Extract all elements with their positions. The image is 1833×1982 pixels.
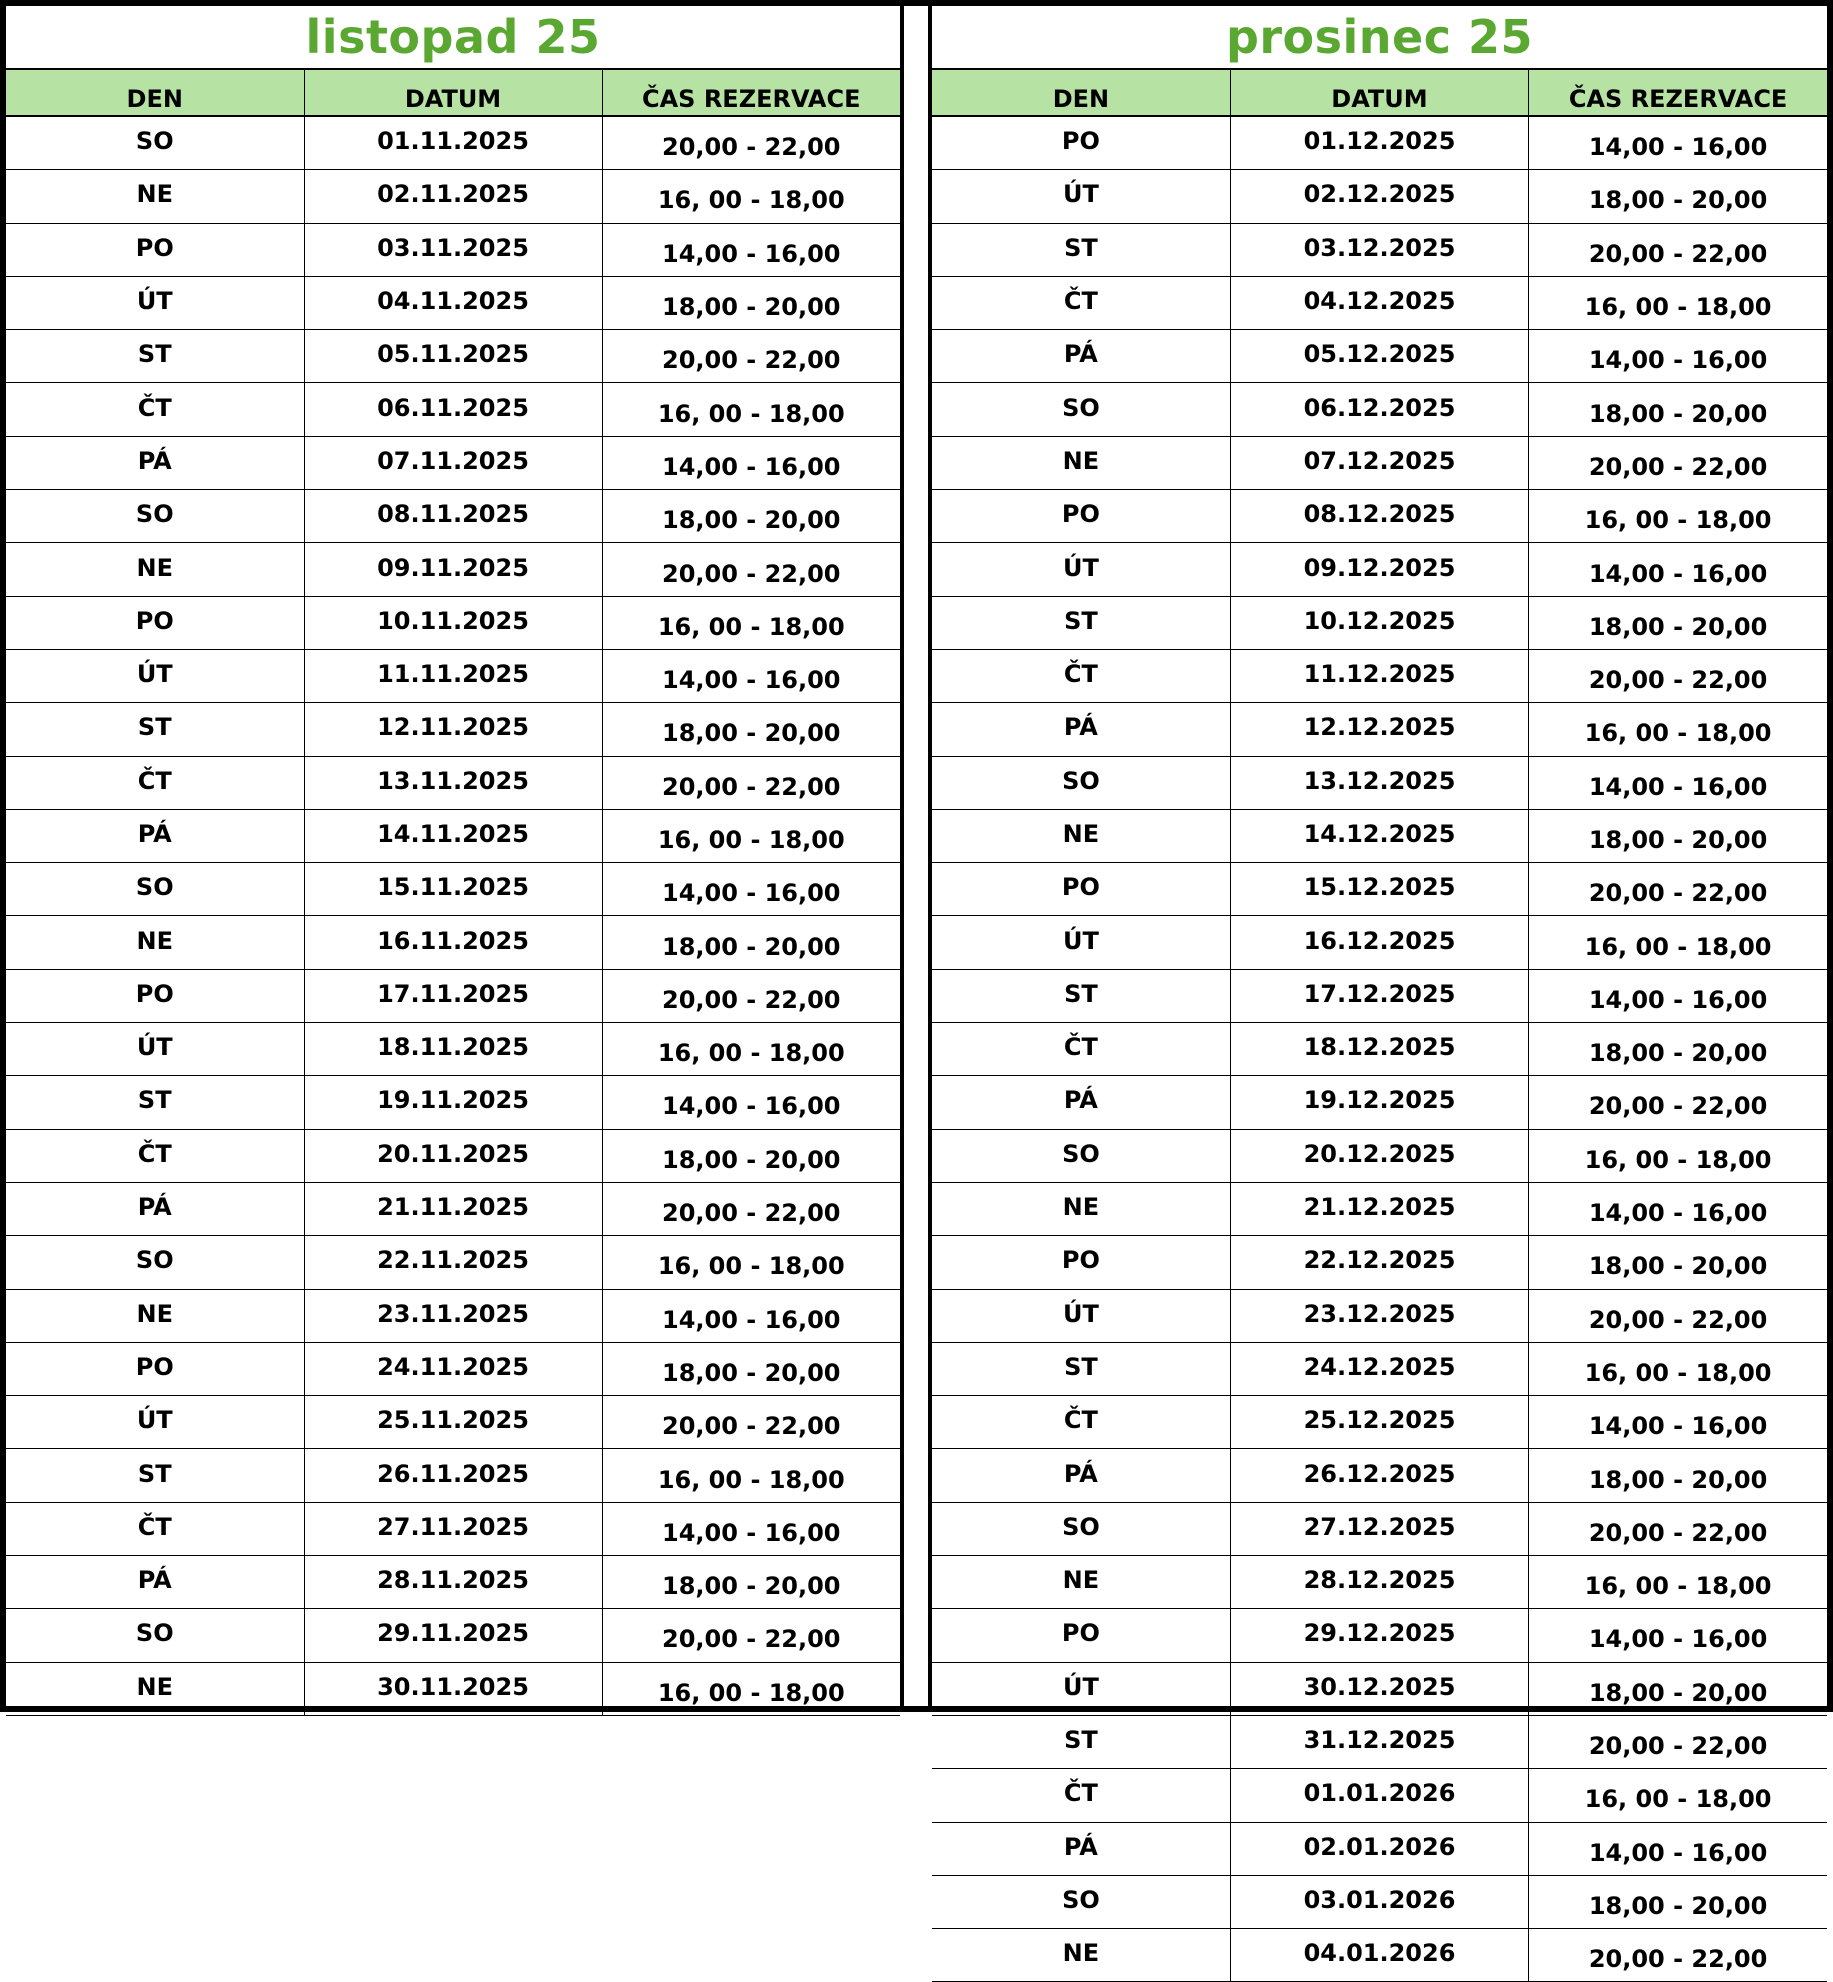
time-cell: 14,00 - 16,00 xyxy=(1529,1396,1827,1449)
day-cell: ST xyxy=(932,223,1230,276)
day-cell: NE xyxy=(932,1556,1230,1609)
month-title: listopad 25 xyxy=(6,6,900,70)
month-panel-november xyxy=(6,6,904,1706)
date-cell: 01.11.2025 xyxy=(304,116,602,170)
time-cell: 16, 00 - 18,00 xyxy=(602,1236,900,1289)
table-row xyxy=(932,383,1827,436)
time-cell: 14,00 - 16,00 xyxy=(1529,756,1827,809)
day-cell: ČT xyxy=(932,1396,1230,1449)
day-cell: ST xyxy=(932,969,1230,1022)
table-row xyxy=(932,1662,1827,1715)
table-row xyxy=(932,1396,1827,1449)
day-cell: PÁ xyxy=(932,1076,1230,1129)
table-row xyxy=(932,223,1827,276)
day-cell: PÁ xyxy=(932,703,1230,756)
time-cell: 18,00 - 20,00 xyxy=(1529,809,1827,862)
date-cell: 03.11.2025 xyxy=(304,223,602,276)
table-row xyxy=(6,1182,900,1235)
table-row xyxy=(932,1609,1827,1662)
column-header-day: DEN xyxy=(6,70,304,116)
date-cell: 01.01.2026 xyxy=(1230,1769,1528,1822)
table-row xyxy=(6,1023,900,1076)
table-body xyxy=(6,116,900,1715)
date-cell: 20.12.2025 xyxy=(1230,1129,1528,1182)
day-cell: ST xyxy=(6,330,304,383)
table-row xyxy=(932,1502,1827,1555)
date-cell: 22.12.2025 xyxy=(1230,1236,1528,1289)
time-cell: 14,00 - 16,00 xyxy=(1529,1609,1827,1662)
time-cell: 18,00 - 20,00 xyxy=(1529,1236,1827,1289)
day-cell: PÁ xyxy=(932,1449,1230,1502)
time-cell: 20,00 - 22,00 xyxy=(602,543,900,596)
date-cell: 16.12.2025 xyxy=(1230,916,1528,969)
column-header-time: ČAS REZERVACE xyxy=(602,70,900,116)
day-cell: PO xyxy=(6,223,304,276)
time-cell: 16, 00 - 18,00 xyxy=(1529,1342,1827,1395)
day-cell: PO xyxy=(932,1236,1230,1289)
table-row xyxy=(6,809,900,862)
table-row xyxy=(6,1236,900,1289)
date-cell: 23.11.2025 xyxy=(304,1289,602,1342)
date-cell: 03.01.2026 xyxy=(1230,1875,1528,1928)
table-row xyxy=(932,116,1827,170)
time-cell: 16, 00 - 18,00 xyxy=(602,1449,900,1502)
day-cell: ČT xyxy=(6,756,304,809)
time-cell: 18,00 - 20,00 xyxy=(602,703,900,756)
table-row xyxy=(6,383,900,436)
time-cell: 18,00 - 20,00 xyxy=(1529,1875,1827,1928)
month-panel-december xyxy=(928,6,1827,1974)
day-cell: SO xyxy=(932,1502,1230,1555)
date-cell: 15.12.2025 xyxy=(1230,863,1528,916)
date-cell: 28.11.2025 xyxy=(304,1556,602,1609)
time-cell: 18,00 - 20,00 xyxy=(602,916,900,969)
time-cell: 20,00 - 22,00 xyxy=(1529,1076,1827,1129)
column-header-date: DATUM xyxy=(304,70,602,116)
day-cell: SO xyxy=(932,756,1230,809)
day-cell: PÁ xyxy=(932,330,1230,383)
month-title: prosinec 25 xyxy=(932,6,1827,70)
table-row xyxy=(6,756,900,809)
date-cell: 11.11.2025 xyxy=(304,649,602,702)
time-cell: 18,00 - 20,00 xyxy=(1529,1662,1827,1715)
time-cell: 16, 00 - 18,00 xyxy=(602,596,900,649)
day-cell: PO xyxy=(932,863,1230,916)
day-cell: ÚT xyxy=(932,170,1230,223)
date-cell: 02.11.2025 xyxy=(304,170,602,223)
table-row xyxy=(6,1129,900,1182)
day-cell: ČT xyxy=(6,383,304,436)
date-cell: 14.12.2025 xyxy=(1230,809,1528,862)
table-body xyxy=(932,116,1827,1982)
time-cell: 14,00 - 16,00 xyxy=(602,436,900,489)
date-cell: 22.11.2025 xyxy=(304,1236,602,1289)
column-header-time: ČAS REZERVACE xyxy=(1529,70,1827,116)
day-cell: NE xyxy=(932,436,1230,489)
date-cell: 10.11.2025 xyxy=(304,596,602,649)
table-row xyxy=(932,703,1827,756)
time-cell: 14,00 - 16,00 xyxy=(602,649,900,702)
time-cell: 14,00 - 16,00 xyxy=(602,1289,900,1342)
date-cell: 17.11.2025 xyxy=(304,969,602,1022)
date-cell: 26.12.2025 xyxy=(1230,1449,1528,1502)
date-cell: 12.12.2025 xyxy=(1230,703,1528,756)
time-cell: 20,00 - 22,00 xyxy=(1529,436,1827,489)
day-cell: NE xyxy=(6,170,304,223)
date-cell: 26.11.2025 xyxy=(304,1449,602,1502)
time-cell: 16, 00 - 18,00 xyxy=(602,1023,900,1076)
day-cell: ST xyxy=(932,1715,1230,1768)
time-cell: 14,00 - 16,00 xyxy=(1529,330,1827,383)
time-cell: 16, 00 - 18,00 xyxy=(1529,916,1827,969)
day-cell: ST xyxy=(6,703,304,756)
date-cell: 14.11.2025 xyxy=(304,809,602,862)
date-cell: 11.12.2025 xyxy=(1230,649,1528,702)
table-row xyxy=(932,1023,1827,1076)
date-cell: 30.12.2025 xyxy=(1230,1662,1528,1715)
day-cell: ČT xyxy=(932,649,1230,702)
time-cell: 16, 00 - 18,00 xyxy=(602,383,900,436)
day-cell: SO xyxy=(6,1609,304,1662)
time-cell: 14,00 - 16,00 xyxy=(602,1502,900,1555)
time-cell: 18,00 - 20,00 xyxy=(1529,1449,1827,1502)
date-cell: 24.11.2025 xyxy=(304,1342,602,1395)
time-cell: 14,00 - 16,00 xyxy=(1529,116,1827,170)
time-cell: 14,00 - 16,00 xyxy=(1529,1822,1827,1875)
date-cell: 13.12.2025 xyxy=(1230,756,1528,809)
time-cell: 20,00 - 22,00 xyxy=(1529,649,1827,702)
day-cell: ST xyxy=(932,596,1230,649)
table-row xyxy=(6,703,900,756)
time-cell: 14,00 - 16,00 xyxy=(602,1076,900,1129)
day-cell: PÁ xyxy=(6,809,304,862)
time-cell: 18,00 - 20,00 xyxy=(602,276,900,329)
day-cell: PO xyxy=(932,490,1230,543)
column-header-day: DEN xyxy=(932,70,1230,116)
date-cell: 10.12.2025 xyxy=(1230,596,1528,649)
day-cell: NE xyxy=(6,916,304,969)
time-cell: 18,00 - 20,00 xyxy=(1529,596,1827,649)
schedule-table xyxy=(6,70,900,1716)
table-row xyxy=(932,276,1827,329)
time-cell: 20,00 - 22,00 xyxy=(602,1396,900,1449)
date-cell: 13.11.2025 xyxy=(304,756,602,809)
time-cell: 14,00 - 16,00 xyxy=(1529,543,1827,596)
date-cell: 19.11.2025 xyxy=(304,1076,602,1129)
date-cell: 27.12.2025 xyxy=(1230,1502,1528,1555)
time-cell: 16, 00 - 18,00 xyxy=(1529,276,1827,329)
date-cell: 25.12.2025 xyxy=(1230,1396,1528,1449)
table-row xyxy=(932,1769,1827,1822)
date-cell: 01.12.2025 xyxy=(1230,116,1528,170)
time-cell: 20,00 - 22,00 xyxy=(1529,1929,1827,1982)
day-cell: ÚT xyxy=(932,916,1230,969)
date-cell: 31.12.2025 xyxy=(1230,1715,1528,1768)
date-cell: 28.12.2025 xyxy=(1230,1556,1528,1609)
table-row xyxy=(932,1822,1827,1875)
day-cell: ST xyxy=(6,1449,304,1502)
day-cell: NE xyxy=(932,809,1230,862)
table-row xyxy=(932,1929,1827,1982)
day-cell: ÚT xyxy=(932,1662,1230,1715)
table-row xyxy=(6,1662,900,1715)
day-cell: ČT xyxy=(932,276,1230,329)
table-row xyxy=(6,490,900,543)
time-cell: 14,00 - 16,00 xyxy=(602,223,900,276)
table-row xyxy=(6,1609,900,1662)
table-row xyxy=(932,543,1827,596)
date-cell: 30.11.2025 xyxy=(304,1662,602,1715)
time-cell: 20,00 - 22,00 xyxy=(1529,863,1827,916)
date-cell: 04.01.2026 xyxy=(1230,1929,1528,1982)
time-cell: 18,00 - 20,00 xyxy=(1529,383,1827,436)
table-row xyxy=(932,330,1827,383)
table-row xyxy=(932,756,1827,809)
date-cell: 04.12.2025 xyxy=(1230,276,1528,329)
time-cell: 20,00 - 22,00 xyxy=(602,969,900,1022)
time-cell: 18,00 - 20,00 xyxy=(602,490,900,543)
table-row xyxy=(6,1449,900,1502)
time-cell: 16, 00 - 18,00 xyxy=(1529,703,1827,756)
table-row xyxy=(932,170,1827,223)
table-row xyxy=(6,436,900,489)
table-row xyxy=(932,490,1827,543)
time-cell: 16, 00 - 18,00 xyxy=(602,170,900,223)
time-cell: 14,00 - 16,00 xyxy=(1529,1182,1827,1235)
day-cell: SO xyxy=(6,863,304,916)
day-cell: ST xyxy=(932,1342,1230,1395)
table-row xyxy=(932,1556,1827,1609)
time-cell: 16, 00 - 18,00 xyxy=(602,1662,900,1715)
table-row xyxy=(6,116,900,170)
table-header-row xyxy=(932,70,1827,116)
column-header-date: DATUM xyxy=(1230,70,1528,116)
day-cell: ČT xyxy=(932,1023,1230,1076)
table-row xyxy=(6,543,900,596)
date-cell: 05.12.2025 xyxy=(1230,330,1528,383)
date-cell: 12.11.2025 xyxy=(304,703,602,756)
table-header-row xyxy=(6,70,900,116)
table-row xyxy=(932,1129,1827,1182)
time-cell: 20,00 - 22,00 xyxy=(1529,1289,1827,1342)
date-cell: 27.11.2025 xyxy=(304,1502,602,1555)
day-cell: ČT xyxy=(6,1129,304,1182)
panel-gutter xyxy=(904,6,928,1706)
day-cell: ÚT xyxy=(6,276,304,329)
schedule-table xyxy=(932,70,1827,1982)
time-cell: 18,00 - 20,00 xyxy=(1529,170,1827,223)
day-cell: SO xyxy=(932,383,1230,436)
time-cell: 16, 00 - 18,00 xyxy=(1529,1556,1827,1609)
time-cell: 14,00 - 16,00 xyxy=(602,863,900,916)
time-cell: 20,00 - 22,00 xyxy=(1529,223,1827,276)
time-cell: 16, 00 - 18,00 xyxy=(1529,1769,1827,1822)
table-row xyxy=(932,436,1827,489)
day-cell: ČT xyxy=(932,1769,1230,1822)
table-row xyxy=(932,863,1827,916)
time-cell: 20,00 - 22,00 xyxy=(1529,1502,1827,1555)
time-cell: 20,00 - 22,00 xyxy=(602,1182,900,1235)
table-row xyxy=(6,330,900,383)
time-cell: 20,00 - 22,00 xyxy=(1529,1715,1827,1768)
date-cell: 16.11.2025 xyxy=(304,916,602,969)
table-row xyxy=(6,1556,900,1609)
table-row xyxy=(932,1715,1827,1768)
time-cell: 16, 00 - 18,00 xyxy=(1529,490,1827,543)
date-cell: 09.11.2025 xyxy=(304,543,602,596)
day-cell: NE xyxy=(6,543,304,596)
date-cell: 29.11.2025 xyxy=(304,1609,602,1662)
day-cell: ÚT xyxy=(6,1396,304,1449)
table-row xyxy=(932,1236,1827,1289)
table-row xyxy=(6,1502,900,1555)
date-cell: 07.12.2025 xyxy=(1230,436,1528,489)
date-cell: 15.11.2025 xyxy=(304,863,602,916)
day-cell: ÚT xyxy=(6,649,304,702)
date-cell: 25.11.2025 xyxy=(304,1396,602,1449)
day-cell: SO xyxy=(6,1236,304,1289)
day-cell: ÚT xyxy=(6,1023,304,1076)
day-cell: PO xyxy=(932,1609,1230,1662)
time-cell: 18,00 - 20,00 xyxy=(602,1129,900,1182)
date-cell: 08.12.2025 xyxy=(1230,490,1528,543)
date-cell: 02.12.2025 xyxy=(1230,170,1528,223)
date-cell: 19.12.2025 xyxy=(1230,1076,1528,1129)
table-row xyxy=(6,596,900,649)
date-cell: 08.11.2025 xyxy=(304,490,602,543)
table-row xyxy=(932,969,1827,1022)
table-row xyxy=(932,1182,1827,1235)
time-cell: 18,00 - 20,00 xyxy=(602,1342,900,1395)
table-row xyxy=(932,1289,1827,1342)
date-cell: 09.12.2025 xyxy=(1230,543,1528,596)
table-row xyxy=(6,1396,900,1449)
time-cell: 18,00 - 20,00 xyxy=(602,1556,900,1609)
time-cell: 20,00 - 22,00 xyxy=(602,1609,900,1662)
day-cell: NE xyxy=(932,1182,1230,1235)
table-row xyxy=(6,863,900,916)
table-row xyxy=(6,276,900,329)
table-row xyxy=(932,809,1827,862)
date-cell: 06.11.2025 xyxy=(304,383,602,436)
day-cell: PO xyxy=(6,596,304,649)
time-cell: 16, 00 - 18,00 xyxy=(1529,1129,1827,1182)
day-cell: ČT xyxy=(6,1502,304,1555)
day-cell: PÁ xyxy=(932,1822,1230,1875)
date-cell: 20.11.2025 xyxy=(304,1129,602,1182)
date-cell: 06.12.2025 xyxy=(1230,383,1528,436)
table-row xyxy=(932,1076,1827,1129)
table-row xyxy=(6,1076,900,1129)
table-row xyxy=(6,969,900,1022)
time-cell: 20,00 - 22,00 xyxy=(602,330,900,383)
table-row xyxy=(932,1342,1827,1395)
time-cell: 20,00 - 22,00 xyxy=(602,116,900,170)
date-cell: 23.12.2025 xyxy=(1230,1289,1528,1342)
date-cell: 05.11.2025 xyxy=(304,330,602,383)
table-row xyxy=(932,1449,1827,1502)
table-row xyxy=(6,1289,900,1342)
date-cell: 29.12.2025 xyxy=(1230,1609,1528,1662)
date-cell: 07.11.2025 xyxy=(304,436,602,489)
day-cell: NE xyxy=(932,1929,1230,1982)
date-cell: 04.11.2025 xyxy=(304,276,602,329)
day-cell: SO xyxy=(6,490,304,543)
day-cell: PÁ xyxy=(6,1182,304,1235)
day-cell: PO xyxy=(932,116,1230,170)
table-row xyxy=(6,170,900,223)
day-cell: ÚT xyxy=(932,543,1230,596)
time-cell: 20,00 - 22,00 xyxy=(602,756,900,809)
date-cell: 02.01.2026 xyxy=(1230,1822,1528,1875)
table-row xyxy=(6,1342,900,1395)
day-cell: NE xyxy=(6,1662,304,1715)
date-cell: 18.11.2025 xyxy=(304,1023,602,1076)
table-row xyxy=(6,649,900,702)
date-cell: 21.12.2025 xyxy=(1230,1182,1528,1235)
day-cell: PÁ xyxy=(6,436,304,489)
table-row xyxy=(932,596,1827,649)
day-cell: ST xyxy=(6,1076,304,1129)
day-cell: PO xyxy=(6,969,304,1022)
day-cell: SO xyxy=(932,1129,1230,1182)
date-cell: 21.11.2025 xyxy=(304,1182,602,1235)
table-row xyxy=(932,916,1827,969)
day-cell: SO xyxy=(6,116,304,170)
table-row xyxy=(932,649,1827,702)
table-row xyxy=(932,1875,1827,1928)
time-cell: 18,00 - 20,00 xyxy=(1529,1023,1827,1076)
time-cell: 16, 00 - 18,00 xyxy=(602,809,900,862)
table-row xyxy=(6,223,900,276)
date-cell: 03.12.2025 xyxy=(1230,223,1528,276)
time-cell: 14,00 - 16,00 xyxy=(1529,969,1827,1022)
day-cell: ÚT xyxy=(932,1289,1230,1342)
date-cell: 18.12.2025 xyxy=(1230,1023,1528,1076)
date-cell: 24.12.2025 xyxy=(1230,1342,1528,1395)
date-cell: 17.12.2025 xyxy=(1230,969,1528,1022)
day-cell: PÁ xyxy=(6,1556,304,1609)
day-cell: SO xyxy=(932,1875,1230,1928)
day-cell: NE xyxy=(6,1289,304,1342)
day-cell: PO xyxy=(6,1342,304,1395)
table-row xyxy=(6,916,900,969)
